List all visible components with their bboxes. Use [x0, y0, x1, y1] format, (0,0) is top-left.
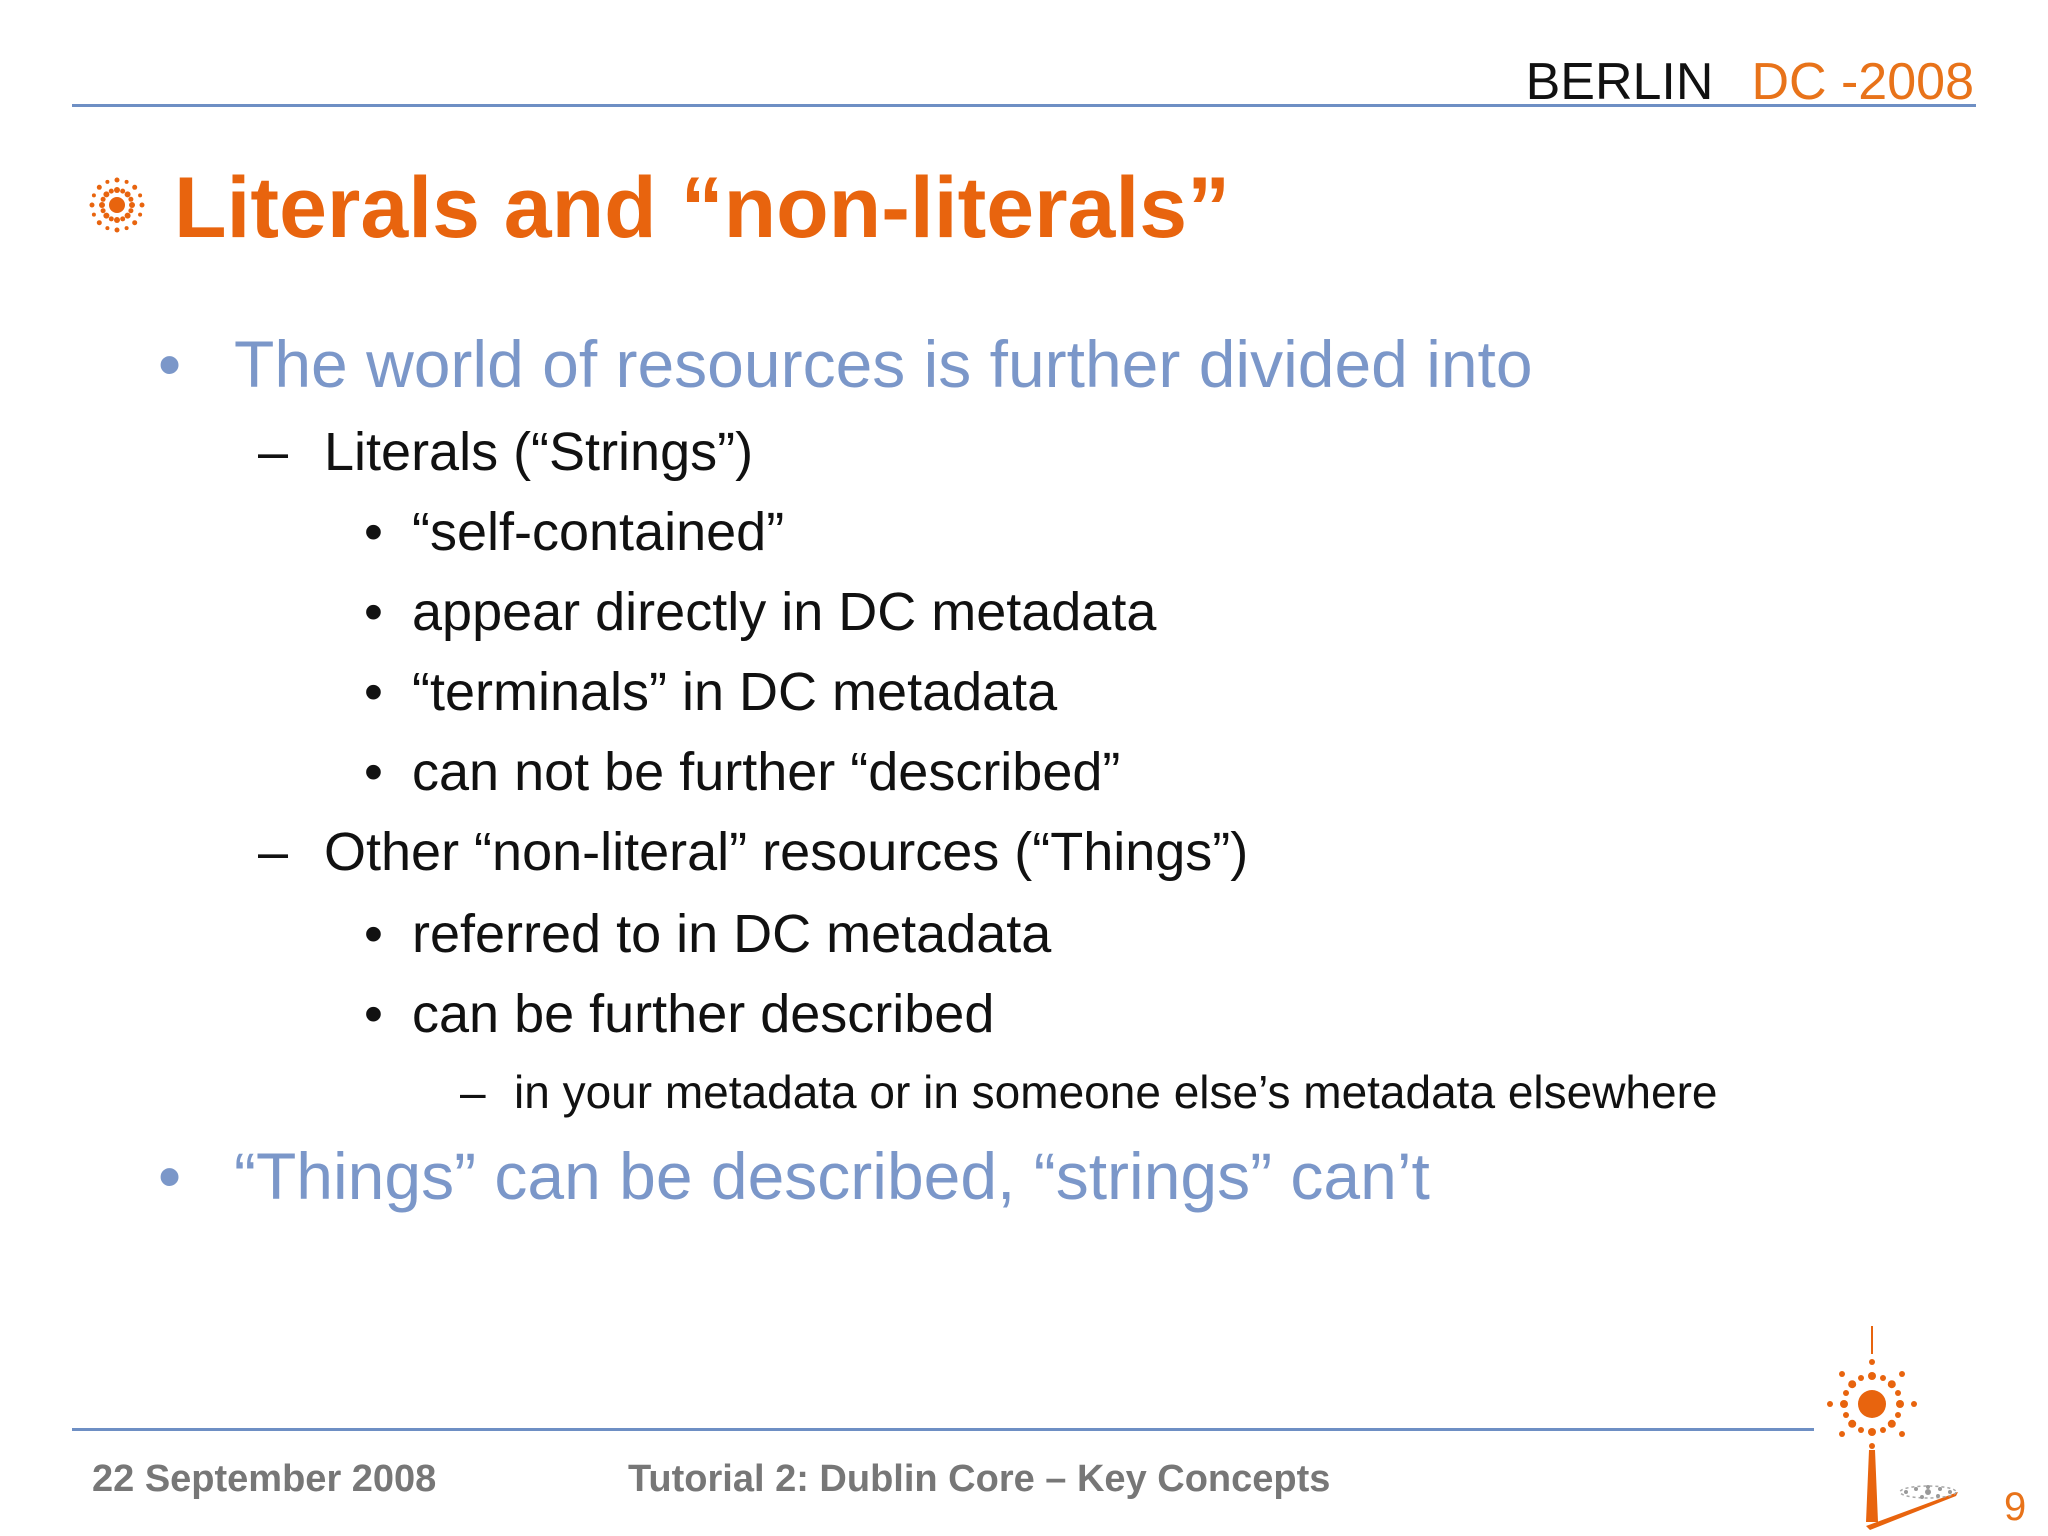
- bullet-marker: •: [364, 582, 383, 642]
- footer-tutorial-title: Tutorial 2: Dublin Core – Key Concepts: [628, 1458, 1331, 1500]
- bullet-marker: •: [364, 984, 383, 1044]
- bullet-marker: •: [158, 1139, 182, 1213]
- bullet-marker: •: [364, 662, 383, 722]
- thing-subpoint-elsewhere: in your metadata or in someone else’s metadata elsewhere: [514, 1066, 1718, 1118]
- sub-bullet-literals: Literals (“Strings”): [324, 422, 754, 482]
- dc2008-tower-logo: [1808, 1326, 2008, 1532]
- literal-point-not-described: can not be further “described”: [412, 742, 1121, 802]
- thing-point-further-described: can be further described: [412, 984, 995, 1044]
- footer-divider: [72, 1428, 1814, 1431]
- literal-point-appear-directly: appear directly in DC metadata: [412, 582, 1157, 642]
- conference-label: [1526, 52, 1974, 112]
- conference-city: BERLIN: [1525, 53, 1714, 111]
- footer-date: 22 September 2008: [92, 1458, 437, 1500]
- bullet-marker: •: [364, 742, 383, 802]
- sunburst-icon: [88, 176, 146, 234]
- page-number: 9: [2004, 1485, 2027, 1529]
- dash-marker: –: [460, 1066, 486, 1118]
- conference-year: DC -2008: [1751, 53, 1974, 111]
- thing-point-referred-to: referred to in DC metadata: [412, 904, 1052, 964]
- literal-point-self-contained: “self-contained”: [412, 502, 785, 562]
- dash-marker: –: [258, 422, 289, 482]
- header-divider: [72, 104, 1976, 107]
- bullet-marker: •: [158, 327, 182, 401]
- bullet-marker: •: [364, 502, 383, 562]
- sub-bullet-non-literal: Other “non-literal” resources (“Things”): [324, 822, 1249, 882]
- bullet-resources-divided: The world of resources is further divided into: [234, 327, 1533, 401]
- bullet-marker: •: [364, 904, 383, 964]
- dash-marker: –: [258, 822, 289, 882]
- literal-point-terminals: “terminals” in DC metadata: [412, 662, 1058, 722]
- bullet-things-vs-strings: “Things” can be described, “strings” can’t: [234, 1139, 1430, 1213]
- slide-title: Literals and “non-literals”: [174, 160, 1231, 256]
